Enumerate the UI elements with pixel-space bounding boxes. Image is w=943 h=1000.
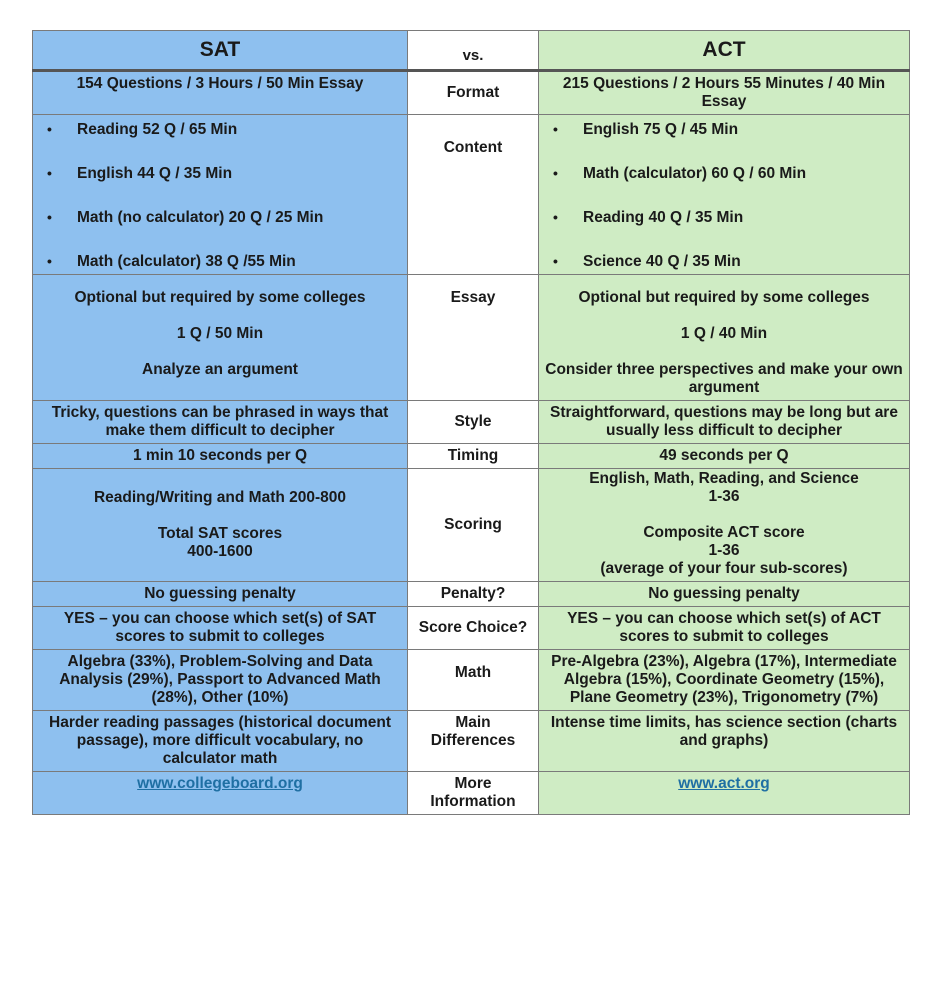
sat-scoring-line: Reading/Writing and Math 200-800: [93, 489, 347, 506]
sat-essay-line: 1 Q / 50 Min: [176, 325, 264, 342]
sat-format: 154 Questions / 3 Hours / 50 Min Essay: [33, 71, 408, 115]
sat-math: Algebra (33%), Problem-Solving and Data Analysis (29%), Passport to Advanced Math (28%), Other (10%): [33, 650, 408, 711]
sat-essay: [33, 275, 408, 401]
act-scoring-line: (average of your four sub-scores): [600, 560, 848, 577]
header-row: [33, 31, 910, 71]
sat-timing: 1 min 10 seconds per Q: [33, 444, 408, 469]
act-format: 215 Questions / 2 Hours 55 Minutes / 40 Min Essay: [539, 71, 910, 115]
timing-label: Timing: [408, 444, 539, 469]
act-essay-line: Optional but required by some colleges: [578, 289, 870, 306]
info-row: [33, 772, 910, 815]
act-style: Straightforward, questions may be long but are usually less difficult to decipher: [539, 401, 910, 444]
info-label: More Information: [408, 772, 539, 815]
act-essay-line: Consider three perspectives and make your own argument: [545, 361, 903, 396]
collegeboard-link[interactable]: www.collegeboard.org: [137, 775, 303, 792]
essay-label: Essay: [408, 275, 539, 401]
penalty-label: Penalty?: [408, 582, 539, 607]
content-label: Content: [408, 115, 539, 275]
act-scoring-line: 1-36: [708, 488, 740, 505]
math-row: [33, 650, 910, 711]
timing-row: [33, 444, 910, 469]
format-label: Format: [408, 71, 539, 115]
sat-style: Tricky, questions can be phrased in ways that make them difficult to decipher: [33, 401, 408, 444]
sat-content: • Reading 52 Q / 65 Min • English 44 Q / 35 Min • Math (no calculator) 20 Q / 25 Min • Math (calculator) 38 Q /55 Min: [33, 115, 408, 275]
sat-differences: Harder reading passages (historical document passage), more difficult vocabulary, no calculator math: [33, 711, 408, 772]
style-row: [33, 401, 910, 444]
sat-info: [33, 772, 408, 815]
vs-header: vs.: [408, 31, 539, 71]
act-content-item: Math (calculator) 60 Q / 60 Min: [583, 165, 807, 182]
differences-row: [33, 711, 910, 772]
essay-row: [33, 275, 910, 401]
act-scoring: [539, 469, 910, 582]
act-header: ACT: [539, 31, 910, 71]
sat-scoring-line: Total SAT scores: [157, 525, 283, 542]
act-score-choice: YES – you can choose which set(s) of ACT scores to submit to colleges: [539, 607, 910, 650]
penalty-row: [33, 582, 910, 607]
sat-essay-line: Analyze an argument: [142, 361, 298, 378]
act-differences: Intense time limits, has science section (charts and graphs): [539, 711, 910, 772]
scoring-row: [33, 469, 910, 582]
act-scoring-line: 1-36: [708, 542, 740, 559]
act-content-item: Reading 40 Q / 35 Min: [583, 209, 744, 226]
sat-content-item: Math (no calculator) 20 Q / 25 Min: [77, 209, 324, 226]
sat-content-item: Reading 52 Q / 65 Min: [77, 121, 238, 138]
scoring-label: Scoring: [408, 469, 539, 582]
score-choice-label: Score Choice?: [408, 607, 539, 650]
sat-score-choice: YES – you can choose which set(s) of SAT scores to submit to colleges: [33, 607, 408, 650]
act-timing: 49 seconds per Q: [539, 444, 910, 469]
sat-essay-line: Optional but required by some colleges: [74, 289, 366, 306]
style-label: Style: [408, 401, 539, 444]
differences-label: Main Differences: [408, 711, 539, 772]
act-org-link[interactable]: www.act.org: [678, 775, 770, 792]
act-scoring-line: English, Math, Reading, and Science: [589, 470, 859, 487]
sat-penalty: No guessing penalty: [33, 582, 408, 607]
math-label: Math: [408, 650, 539, 711]
act-info: [539, 772, 910, 815]
act-content-item: Science 40 Q / 35 Min: [583, 253, 741, 270]
act-penalty: No guessing penalty: [539, 582, 910, 607]
act-math: Pre-Algebra (23%), Algebra (17%), Intermediate Algebra (15%), Coordinate Geometry (15%), Plane Geometry (23%), Trigonometry (7%): [539, 650, 910, 711]
content-row: [33, 115, 910, 275]
act-scoring-line: Composite ACT score: [643, 524, 805, 541]
sat-vs-act-table: [32, 30, 910, 815]
format-row: [33, 71, 910, 115]
act-content-item: English 75 Q / 45 Min: [583, 121, 739, 138]
sat-content-item: English 44 Q / 35 Min: [77, 165, 233, 182]
act-content: • English 75 Q / 45 Min • Math (calculator) 60 Q / 60 Min • Reading 40 Q / 35 Min • Science 40 Q / 35 Min: [539, 115, 910, 275]
score-choice-row: [33, 607, 910, 650]
sat-header: SAT: [33, 31, 408, 71]
sat-content-item: Math (calculator) 38 Q /55 Min: [77, 253, 296, 270]
sat-scoring-line: 400-1600: [187, 543, 253, 560]
sat-scoring: [33, 469, 408, 582]
act-essay-line: 1 Q / 40 Min: [680, 325, 768, 342]
act-essay: [539, 275, 910, 401]
